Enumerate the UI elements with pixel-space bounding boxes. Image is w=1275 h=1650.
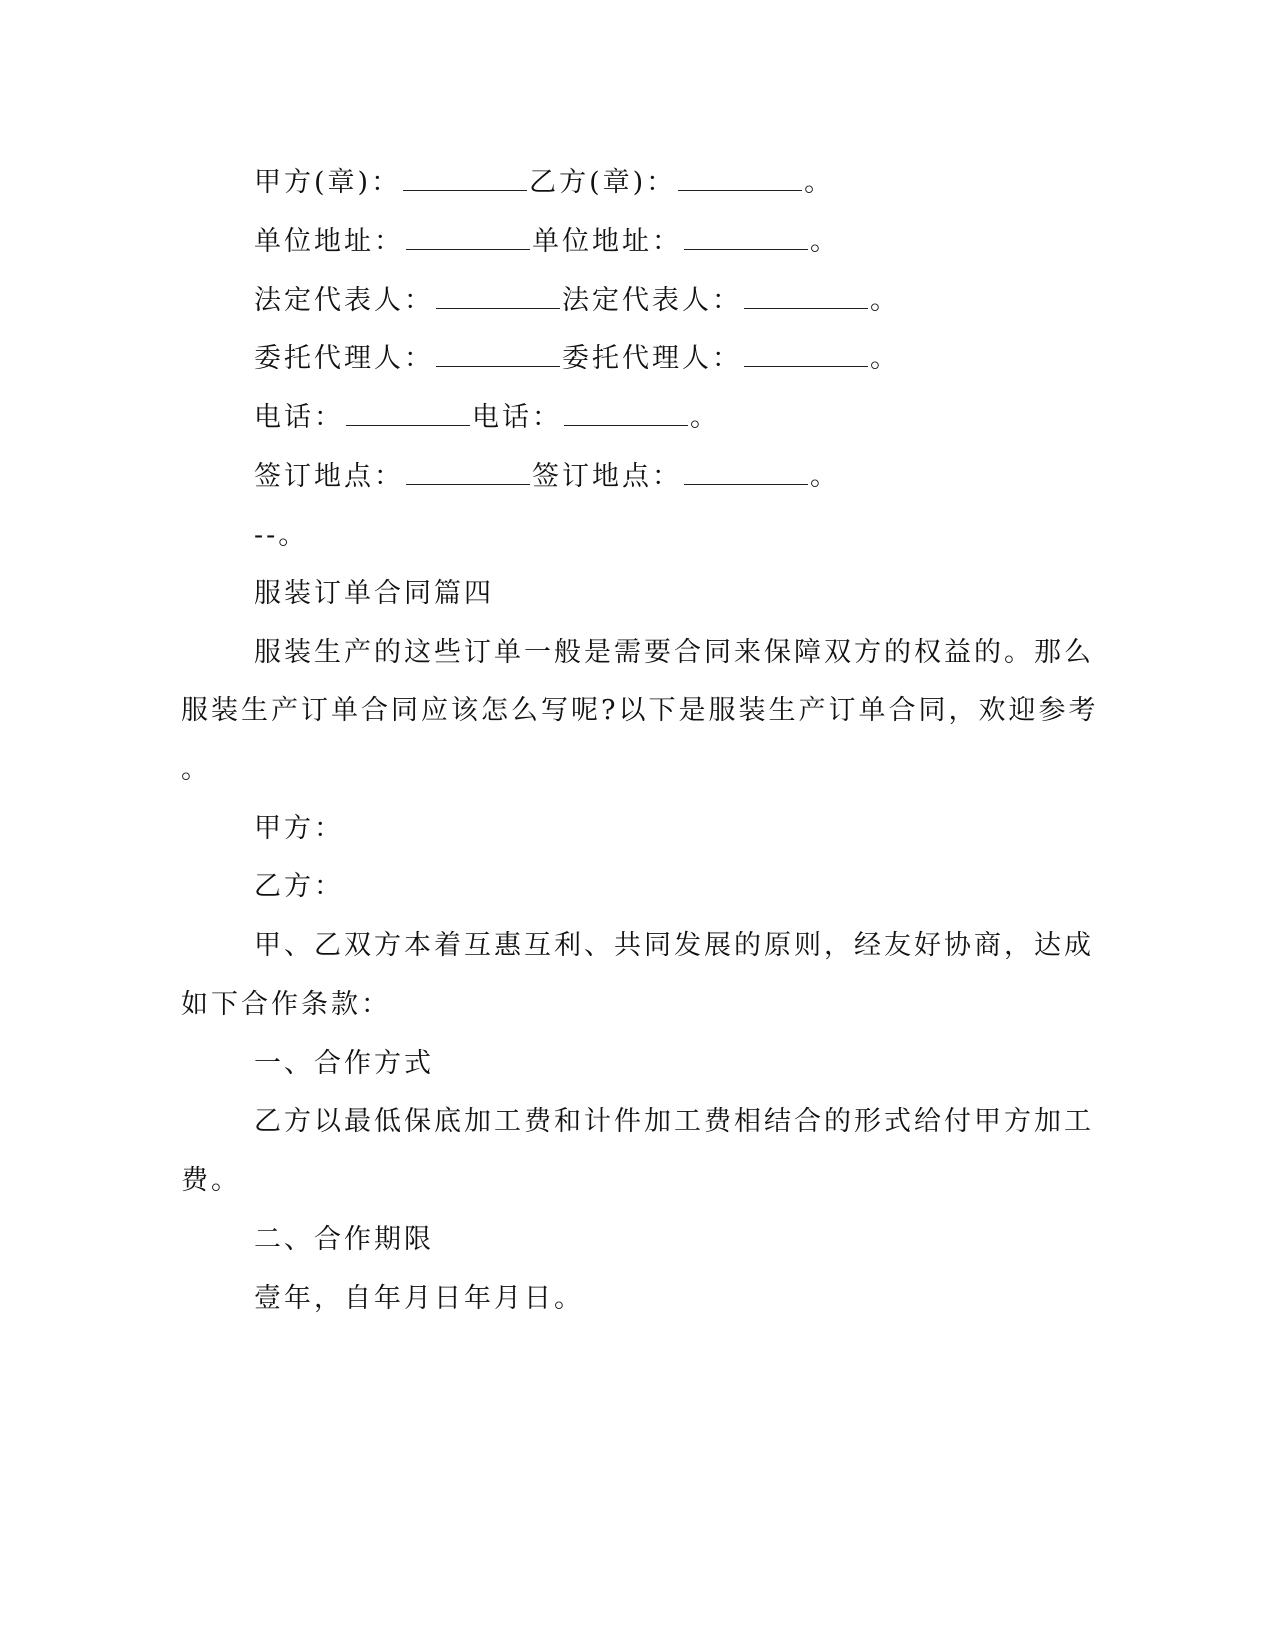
intro-paragraph-line-2: 服装生产订单合同应该怎么写呢?以下是服装生产订单合同，欢迎参考 — [181, 695, 1099, 726]
party-b-location-label: 签订地点： — [532, 461, 682, 492]
section-title: 服装订单合同篇四 — [254, 578, 494, 609]
line-end-mark: 。 — [690, 402, 720, 433]
signature-row-phone — [254, 401, 720, 435]
party-a-legal-rep-label: 法定代表人： — [254, 285, 434, 316]
clause-1-body-line-1: 乙方以最低保底加工费和计件加工费相结合的形式给付甲方加工 — [254, 1106, 1094, 1137]
party-b-address-label: 单位地址： — [532, 226, 682, 257]
fill-in-blank — [684, 462, 808, 485]
clause-1-body-line-2: 费。 — [181, 1165, 241, 1196]
line-end-mark: 。 — [810, 461, 840, 492]
party-b-label: 乙方： — [254, 871, 344, 902]
fill-in-blank — [436, 286, 560, 309]
party-b-agent-label: 委托代理人： — [562, 343, 742, 374]
fill-in-blank — [564, 403, 688, 426]
fill-in-blank — [346, 403, 470, 426]
party-a-seal-label: 甲方(章)： — [254, 167, 402, 198]
line-end-mark: 。 — [810, 226, 840, 257]
line-end-mark: 。 — [804, 167, 835, 198]
clause-1-heading: 一、合作方式 — [254, 1048, 434, 1079]
signature-row-seal — [254, 166, 834, 200]
fill-in-blank — [744, 286, 868, 309]
fill-in-blank — [406, 462, 530, 485]
party-a-agent-label: 委托代理人： — [254, 343, 434, 374]
fill-in-blank — [406, 227, 530, 250]
party-b-legal-rep-label: 法定代表人： — [562, 285, 742, 316]
signature-row-location — [254, 460, 840, 494]
signature-row-legal-rep — [254, 284, 900, 318]
party-b-phone-label: 电话： — [472, 402, 562, 433]
separator-text: --。 — [254, 520, 309, 551]
preamble-line-1: 甲、乙双方本着互惠互利、共同发展的原则，经友好协商，达成 — [254, 930, 1094, 961]
clause-2-heading: 二、合作期限 — [254, 1224, 434, 1255]
fill-in-blank — [684, 227, 808, 250]
preamble-line-2: 如下合作条款： — [181, 989, 391, 1020]
party-a-phone-label: 电话： — [254, 402, 344, 433]
fill-in-blank — [403, 168, 527, 191]
signature-row-address — [254, 225, 840, 259]
line-end-mark: 。 — [870, 343, 900, 374]
fill-in-blank — [678, 168, 802, 191]
fill-in-blank — [744, 344, 868, 367]
intro-paragraph-line-1: 服装生产的这些订单一般是需要合同来保障双方的权益的。那么 — [254, 637, 1094, 668]
party-a-location-label: 签订地点： — [254, 461, 404, 492]
party-a-address-label: 单位地址： — [254, 226, 404, 257]
clause-2-body: 壹年，自年月日年月日。 — [254, 1283, 584, 1314]
line-end-mark: 。 — [870, 285, 900, 316]
party-b-seal-label: 乙方(章)： — [529, 167, 677, 198]
party-a-label: 甲方： — [254, 813, 344, 844]
fill-in-blank — [436, 344, 560, 367]
signature-row-agent — [254, 342, 900, 376]
intro-paragraph-line-3: 。 — [181, 754, 211, 785]
